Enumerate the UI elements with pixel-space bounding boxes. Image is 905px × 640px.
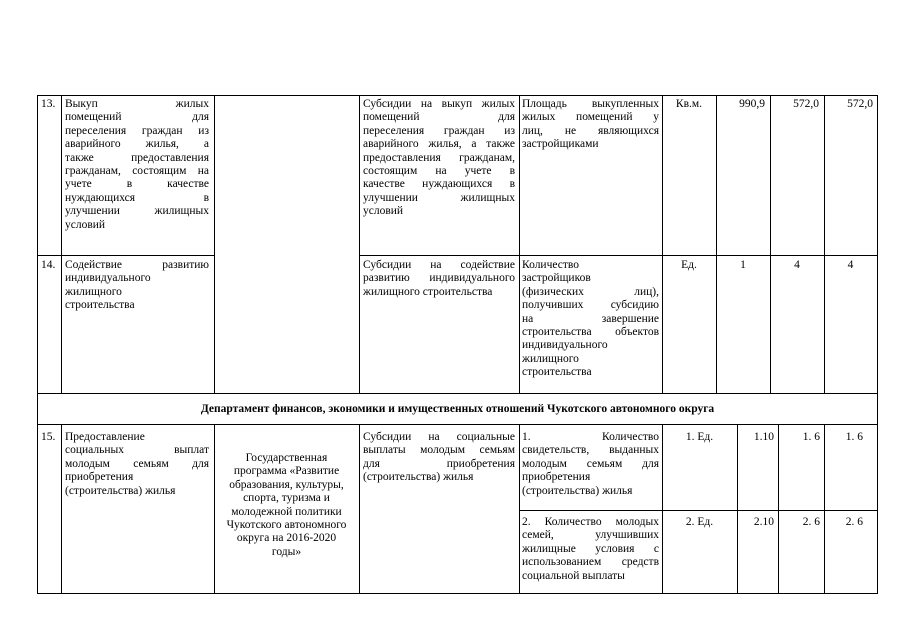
event-line: переселения граждан из bbox=[65, 124, 209, 137]
indicator-line: лиц, не являющихся bbox=[522, 124, 659, 137]
event-line: помещений для bbox=[65, 111, 209, 124]
event-line: строительства bbox=[65, 299, 135, 312]
indicator-line: 2. Количество молодых bbox=[522, 516, 659, 528]
indicator-line: жилищные условия с bbox=[522, 542, 659, 555]
form-line: помещений для bbox=[363, 111, 515, 124]
col-line bbox=[737, 424, 738, 594]
value-cell: 1. 6 bbox=[845, 431, 863, 443]
indicator-cell bbox=[522, 98, 659, 152]
value-cell: 2. 6 bbox=[845, 516, 863, 528]
indicator-line: свидетельств, выданных bbox=[522, 444, 659, 457]
indicator-cell bbox=[522, 259, 659, 380]
indicator-line: приобретения bbox=[522, 471, 591, 484]
col-line bbox=[359, 424, 360, 594]
indicator-line: 1. Количество bbox=[522, 431, 659, 443]
form-line: развитию индивидуального bbox=[363, 272, 515, 285]
event-line: социальных выплат bbox=[65, 444, 209, 457]
indicator-line: строительства bbox=[522, 366, 592, 379]
row-divider-14-section bbox=[37, 393, 878, 394]
value-cell: 572,0 bbox=[847, 98, 873, 110]
form-line: жилищного строительства bbox=[363, 285, 493, 298]
col-line bbox=[824, 424, 825, 594]
indicator-line: семей, улучшивших bbox=[522, 529, 659, 542]
event-line: условий bbox=[65, 218, 106, 231]
indicator-line: получивших субсидию bbox=[522, 299, 659, 312]
program-line: программа «Развитие bbox=[233, 465, 340, 478]
indicator-line: использованием средств bbox=[522, 556, 659, 569]
program-cell bbox=[214, 452, 359, 559]
event-cell bbox=[65, 98, 209, 232]
form-line: выплаты молодым семьям bbox=[363, 444, 515, 457]
indicator-line: на завершение bbox=[522, 312, 659, 325]
program-line: образования, культуры, bbox=[229, 478, 344, 491]
indicator-line: застройщиков bbox=[522, 272, 591, 285]
program-line: Государственная bbox=[245, 452, 328, 464]
value-cell: 2. 6 bbox=[802, 516, 820, 528]
event-line: гражданам, состоящим на bbox=[65, 165, 209, 178]
event-cell bbox=[65, 431, 209, 498]
form-line: (строительства) жилья bbox=[363, 471, 474, 484]
form-line: переселения граждан из bbox=[363, 124, 515, 137]
col-line bbox=[519, 95, 520, 394]
event-line: нуждающихся в bbox=[65, 191, 209, 204]
form-line: аварийного жилья, а также bbox=[363, 138, 515, 151]
value-cell: 572,0 bbox=[793, 98, 819, 110]
event-line: (строительства) жилья bbox=[65, 484, 176, 497]
value-cell: 2.10 bbox=[753, 516, 774, 528]
form-line: Субсидии на содействие bbox=[363, 259, 515, 271]
indicator-line: (физических лиц), bbox=[522, 285, 659, 298]
event-line: Предоставление bbox=[65, 431, 145, 443]
event-line: улучшении жилищных bbox=[65, 205, 209, 218]
col-line bbox=[770, 95, 771, 394]
form-line: качестве нуждающихся в bbox=[363, 178, 515, 191]
value-cell: 1 bbox=[740, 259, 746, 271]
value-cell: 1. 6 bbox=[802, 431, 820, 443]
form-line: состоящим на учете в bbox=[363, 165, 515, 178]
unit-cell: Кв.м. bbox=[675, 98, 703, 110]
col-line bbox=[214, 95, 215, 394]
indicator-line: Количество bbox=[522, 259, 579, 271]
indicator-cell bbox=[522, 516, 659, 583]
indicator-line: строительства объектов bbox=[522, 326, 659, 339]
program-line: Чукотского автономного bbox=[226, 519, 347, 532]
event-line: жилищного bbox=[65, 285, 122, 298]
form-line: предоставления гражданам, bbox=[363, 151, 515, 164]
col-line bbox=[716, 95, 717, 394]
indicator-line: Площадь выкупленных bbox=[522, 98, 659, 110]
form-line: улучшении жилищных bbox=[363, 191, 515, 204]
row-number: 13. bbox=[41, 98, 56, 110]
unit-cell: 1. Ед. bbox=[685, 431, 714, 443]
event-line: Содействие развитию bbox=[65, 259, 209, 271]
unit-cell: Ед. bbox=[681, 259, 697, 271]
col-line bbox=[359, 95, 360, 394]
value-cell: 1.10 bbox=[753, 431, 774, 443]
form-cell bbox=[363, 98, 515, 219]
col-line bbox=[61, 424, 62, 594]
indicator-line: молодым семьям для bbox=[522, 457, 659, 470]
program-line: спорта, туризма и bbox=[243, 492, 330, 505]
program-line: молодежной политики bbox=[231, 505, 342, 518]
col-line bbox=[37, 424, 38, 594]
row-divider-13-14-right bbox=[359, 255, 878, 256]
value-cell: 4 bbox=[847, 259, 854, 271]
form-line: условий bbox=[363, 205, 404, 218]
event-line: индивидуального bbox=[65, 272, 151, 285]
row-divider-13-14-left bbox=[37, 255, 214, 256]
row-number: 15. bbox=[41, 431, 56, 443]
col-line bbox=[662, 95, 663, 394]
indicator-line: (строительства) жилья bbox=[522, 484, 633, 497]
col-line bbox=[519, 424, 520, 594]
col-line bbox=[824, 95, 825, 394]
form-cell bbox=[363, 431, 515, 485]
indicator-cell bbox=[522, 431, 659, 498]
form-line: Субсидии на выкуп жилых bbox=[363, 98, 515, 110]
event-line: Выкуп жилых bbox=[65, 98, 209, 110]
col-line bbox=[877, 95, 878, 394]
col-line bbox=[778, 424, 779, 594]
indicator-line: жилых помещений у bbox=[522, 111, 659, 124]
col-line bbox=[662, 424, 663, 594]
program-line: годы» bbox=[271, 545, 302, 558]
event-line: приобретения bbox=[65, 471, 134, 484]
value-cell: 4 bbox=[794, 259, 800, 271]
indicator-line: застройщиками bbox=[522, 138, 599, 151]
form-cell bbox=[363, 259, 515, 299]
indicator-line: социальной выплаты bbox=[522, 569, 625, 582]
value-cell: 990,9 bbox=[739, 98, 765, 110]
event-line: учете в качестве bbox=[65, 178, 209, 191]
form-line: Субсидии на социальные bbox=[363, 431, 515, 443]
indicator-line: индивидуального bbox=[522, 339, 608, 352]
indicator-line: жилищного bbox=[522, 352, 579, 365]
col-line bbox=[61, 95, 62, 394]
event-cell bbox=[65, 259, 209, 313]
table-border-top bbox=[37, 95, 878, 96]
event-line: молодым семьям для bbox=[65, 457, 209, 470]
event-line: аварийного жилья, а bbox=[65, 138, 209, 151]
program-line: округа на 2016-2020 bbox=[236, 532, 337, 545]
event-line: также предоставления bbox=[65, 151, 209, 164]
col-line bbox=[877, 424, 878, 594]
table-border-bottom bbox=[37, 593, 878, 594]
section-header: Департамент финансов, экономики и имущественных отношений Чукотского автономного округа bbox=[200, 403, 715, 415]
unit-cell: 2. Ед. bbox=[685, 516, 714, 528]
form-line: для приобретения bbox=[363, 457, 515, 470]
row-divider-section-15 bbox=[37, 424, 878, 425]
row-number: 14. bbox=[41, 259, 56, 271]
col-line bbox=[37, 95, 38, 394]
